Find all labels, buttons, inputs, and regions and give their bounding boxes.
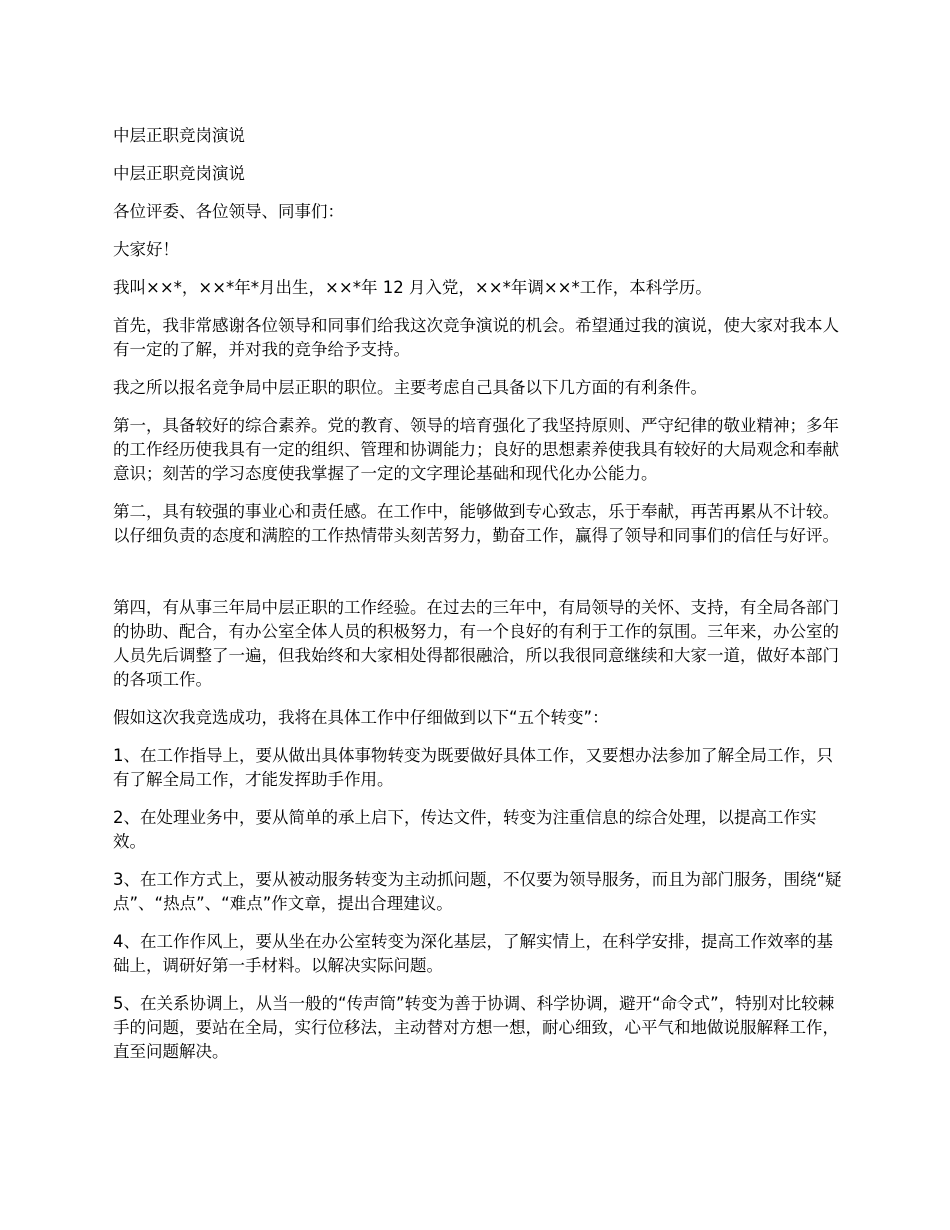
paragraph-change-4: 4、在工作作风上，要从坐在办公室转变为深化基层，了解实情上，在科学安排，提高工作效率的基础上，调研好第一手材料。以解决实际问题。 (113, 932, 833, 975)
document-title: 中层正职竞岗演说 (113, 126, 245, 145)
paragraph-greeting: 大家好！ (113, 240, 179, 259)
paragraph-point-four: 第四，有从事三年局中层正职的工作经验。在过去的三年中，有局领导的关怀、支持，有全局各部门的协助、配合，有办公室全体人员的积极努力，有一个良好的有利于工作的氛围。三年来，办公室的人员先后调整了一遍，但我始终和大家相处得都很融洽，所以我很同意继续和大家一道，做好本部门的各项工作。 (113, 598, 839, 689)
document-subtitle: 中层正职竞岗演说 (113, 164, 245, 183)
paragraph-change-3: 3、在工作方式上，要从被动服务转变为主动抓问题，不仅要为领导服务，而且为部门服务，围绕“疑点”、“热点”、“难点”作文章，提出合理建议。 (113, 870, 842, 913)
paragraph-salutation: 各位评委、各位领导、同事们： (113, 202, 344, 221)
blank-gap (113, 562, 843, 596)
paragraph-change-2: 2、在处理业务中，要从简单的承上启下，传达文件，转变为注重信息的综合处理，以提高工作实效。 (113, 808, 817, 851)
paragraph-change-5: 5、在关系协调上，从当一般的“传声筒”转变为善于协调、科学协调，避开“命令式”，特别对比较棘手的问题，要站在全局，实行位移法，主动替对方想一想，耐心细致，心平气和地做说服解释工作，直至问题解决。 (113, 994, 839, 1061)
paragraph-reason: 我之所以报名竞争局中层正职的职位。主要考虑自己具备以下几方面的有利条件。 (113, 378, 707, 397)
paragraph-change-1: 1、在工作指导上，要从做出具体事物转变为既要做好具体工作，又要想办法参加了解全局工作，只有了解全局工作，才能发挥助手作用。 (113, 746, 833, 789)
paragraph-point-one: 第一，具备较好的综合素养。党的教育、领导的培育强化了我坚持原则、严守纪律的敬业精神；多年的工作经历使我具有一定的组织、管理和协调能力；良好的思想素养使我具有较好的大局观念和奉献意识；刻苦的学习态度使我掌握了一定的文字理论基础和现代化办公能力。 (113, 416, 839, 483)
paragraph-five-changes-intro: 假如这次我竞选成功，我将在具体工作中仔细做到以下“五个转变”： (113, 708, 609, 727)
paragraph-thanks: 首先，我非常感谢各位领导和同事们给我这次竞争演说的机会。希望通过我的演说，使大家对我本人有一定的了解，并对我的竞争给予支持。 (113, 316, 839, 359)
paragraph-point-two: 第二，具有较强的事业心和责任感。在工作中，能够做到专心致志，乐于奉献，再苦再累从不计较。以仔细负责的态度和满腔的工作热情带头刻苦努力，勤奋工作，赢得了领导和同事们的信任与好评。 (113, 502, 839, 545)
paragraph-self-intro: 我叫××*，××*年*月出生，××*年 12 月入党，××*年调××*工作，本科学历。 (113, 278, 712, 297)
document-body (113, 124, 843, 1078)
